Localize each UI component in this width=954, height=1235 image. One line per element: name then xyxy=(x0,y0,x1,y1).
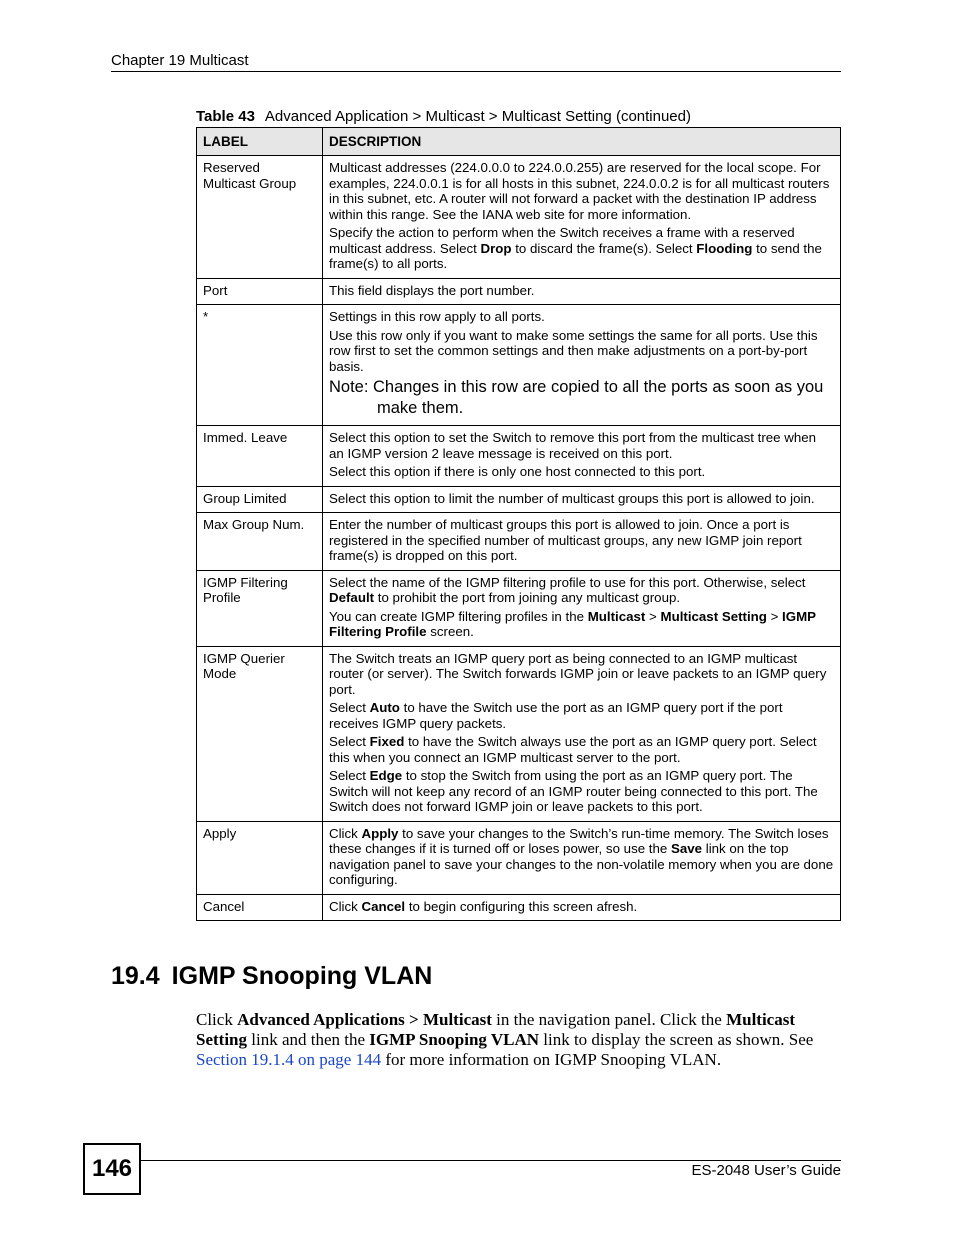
text-run: > xyxy=(645,608,661,624)
bold-term: IGMP Filtering Profile xyxy=(329,608,816,639)
row-label: * xyxy=(197,305,323,426)
text-run: to begin configuring this screen afresh. xyxy=(405,898,638,914)
header-rule xyxy=(111,71,841,72)
text-run: Click xyxy=(329,898,362,914)
row-label: Apply xyxy=(197,821,323,894)
description-paragraph: Select this option to set the Switch to remove this port from the multicast tree when an IGMP version 2 leave message is received on this port. xyxy=(329,430,817,461)
column-header-description: DESCRIPTION xyxy=(323,128,841,156)
row-label: Reserved Multicast Group xyxy=(197,156,323,279)
text-run: to prohibit the port from joining any multicast group. xyxy=(374,590,681,605)
description-paragraph xyxy=(329,734,834,765)
row-description xyxy=(323,894,841,921)
text-run: for more information on IGMP Snooping VLAN. xyxy=(381,1050,722,1069)
cross-reference-link[interactable]: Section 19.1.4 on page 144 xyxy=(196,1050,382,1069)
description-paragraph: Select this option if there is only one host connected to this port. xyxy=(329,464,706,479)
description-paragraph: Select this option to limit the number of multicast groups this port is allowed to join. xyxy=(329,490,815,506)
row-description xyxy=(323,570,841,646)
text-run: Select the name of the IGMP filtering profile to use for this port. Otherwise, select xyxy=(329,574,806,590)
description-paragraph: Settings in this row apply to all ports. xyxy=(329,309,545,324)
bold-term: Cancel xyxy=(361,898,406,914)
table-row xyxy=(197,486,841,513)
description-paragraph: This field displays the port number. xyxy=(329,282,535,298)
table-caption-label: Table 43 xyxy=(196,108,255,125)
note-text: Note: Changes in this row are copied to all the ports as soon as you make them. xyxy=(329,378,824,417)
table-caption xyxy=(196,108,691,125)
description-paragraph xyxy=(329,899,834,915)
description-paragraph xyxy=(329,575,834,606)
text-run: to stop the Switch from using the port as an IGMP query port. The Switch will not keep any record of an IGMP router being connected to this port. The Switch does not forward IGMP join or leave packets to this port. xyxy=(329,768,818,814)
section-heading xyxy=(111,962,432,991)
table-row xyxy=(197,278,841,305)
bold-term: IGMP Snooping VLAN xyxy=(369,1030,540,1049)
bold-term: Fixed xyxy=(369,734,405,749)
description-paragraph xyxy=(329,609,834,640)
text-run: Select xyxy=(329,700,370,715)
section-title: IGMP Snooping VLAN xyxy=(171,962,433,990)
bold-term: Multicast Setting xyxy=(660,608,767,624)
table-caption-text: Advanced Application > Multicast > Multicast Setting (continued) xyxy=(264,108,691,125)
page-number: 146 xyxy=(83,1143,141,1195)
text-run: Click xyxy=(196,1010,238,1029)
description-paragraph xyxy=(329,768,834,815)
bold-term: Default xyxy=(329,590,375,605)
row-description xyxy=(323,486,841,513)
table-row xyxy=(197,426,841,487)
row-description xyxy=(323,426,841,487)
row-description xyxy=(323,513,841,571)
bold-term: Flooding xyxy=(696,240,753,256)
description-paragraph: Use this row only if you want to make some settings the same for all ports. Use this row first to set the common settings and then make adjustments on a port-by-port basis. xyxy=(329,327,818,374)
text-run: > xyxy=(766,608,783,624)
description-paragraph: The Switch treats an IGMP query port as being connected to an IGMP multicast router (or server). The Switch forwards IGMP join or leave packets to an IGMP query port. xyxy=(329,650,827,697)
table-row xyxy=(197,156,841,279)
text-run: link and then the xyxy=(247,1030,370,1049)
row-label: Cancel xyxy=(197,894,323,921)
guide-title: ES-2048 User’s Guide xyxy=(691,1162,841,1179)
text-run: Select xyxy=(329,768,370,783)
text-run: to discard the frame(s). Select xyxy=(511,240,697,256)
row-label: Port xyxy=(197,278,323,305)
text-run: screen. xyxy=(426,624,474,639)
bold-term: Auto xyxy=(369,700,400,715)
description-paragraph: Enter the number of multicast groups this port is allowed to join. Once a port is registered in the specified number of multicast groups, any new IGMP join report frame(s) is dropped on this port. xyxy=(329,517,802,563)
section-body-paragraph xyxy=(196,1010,841,1070)
text-run: to save your changes to the Switch’s run-time memory. The Switch loses these changes if it is turned off or loses power, so use the xyxy=(329,825,829,856)
table-row xyxy=(197,305,841,426)
description-paragraph xyxy=(329,826,834,888)
text-run: to have the Switch always use the port as an IGMP query port. Select this when you connect an IGMP multicast server to the port. xyxy=(329,734,817,765)
description-paragraph xyxy=(329,700,834,731)
table-header-row xyxy=(197,128,841,156)
text-run: to send the frame(s) to all ports. xyxy=(329,240,822,271)
bold-term: Drop xyxy=(480,240,512,256)
row-description xyxy=(323,278,841,305)
section-number: 19.4 xyxy=(111,962,160,990)
bold-term: Apply xyxy=(361,825,399,841)
row-label: Group Limited xyxy=(197,486,323,513)
row-label: IGMP Querier Mode xyxy=(197,646,323,821)
row-label: Immed. Leave xyxy=(197,426,323,487)
text-run: Select xyxy=(329,734,370,749)
table-body xyxy=(197,156,841,921)
text-run: link to display the screen as shown. See xyxy=(539,1030,814,1049)
multicast-setting-table xyxy=(196,127,841,921)
text-run: in the navigation panel. Click the xyxy=(491,1010,727,1029)
table-row xyxy=(197,570,841,646)
row-label: IGMP Filtering Profile xyxy=(197,570,323,646)
running-header: Chapter 19 Multicast xyxy=(111,52,249,69)
description-paragraph: Multicast addresses (224.0.0.0 to 224.0.0.255) are reserved for the local scope. For examples, 224.0.0.1 is for all hosts in this subnet, 224.0.0.2 is for all multicast routers in this subnet, etc. A router will not forward a packet with the destination IP address within this range. See the IANA web site for more information. xyxy=(329,160,830,222)
description-paragraph xyxy=(329,225,834,272)
column-header-label: LABEL xyxy=(197,128,323,156)
table-row xyxy=(197,894,841,921)
text-run: You can create IGMP filtering profiles in the xyxy=(329,608,588,624)
bold-term: Edge xyxy=(369,768,403,783)
row-description xyxy=(323,305,841,426)
text-run: Specify the action to perform when the Switch receives a frame with a reserved multicast address. Select xyxy=(329,225,795,256)
bold-term: Advanced Applications > Multicast xyxy=(237,1010,492,1029)
row-description xyxy=(323,646,841,821)
text-run: link on the top navigation panel to save your changes to the non-volatile memory when you are done configuring. xyxy=(329,841,834,887)
bold-term: Save xyxy=(670,841,703,856)
bold-term: Multicast Setting xyxy=(196,1010,795,1049)
table-row xyxy=(197,513,841,571)
text-run: Click xyxy=(329,825,362,841)
row-description xyxy=(323,821,841,894)
table-row xyxy=(197,646,841,821)
footer-rule xyxy=(141,1160,841,1161)
text-run: to have the Switch use the port as an IGMP query port if the port receives IGMP query packets. xyxy=(329,700,783,731)
row-description xyxy=(323,156,841,279)
row-label: Max Group Num. xyxy=(197,513,323,571)
table-row xyxy=(197,821,841,894)
bold-term: Multicast xyxy=(587,608,646,624)
